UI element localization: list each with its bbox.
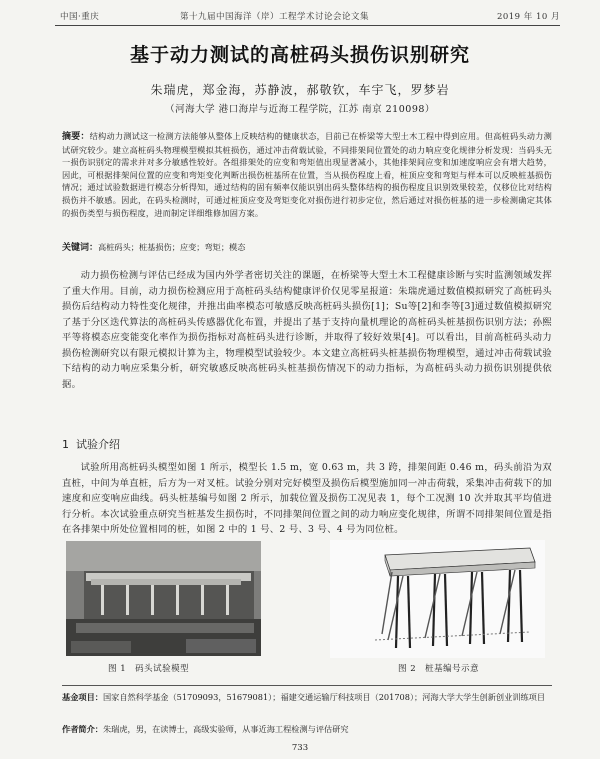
header-proceedings: 第十九届中国海洋（岸）工程学术讨论会论文集 <box>180 12 370 22</box>
funding-note <box>62 691 552 704</box>
section-heading <box>62 436 120 452</box>
pile-numbering-diagram <box>330 540 545 658</box>
author-bio-label: 作者简介： <box>62 724 103 734</box>
funding-label: 基金项目： <box>62 692 103 702</box>
footnote-rule <box>62 685 552 686</box>
figure-2-caption: 图 2 桩基编号示意 <box>398 664 480 674</box>
section-number: 1 <box>62 438 69 451</box>
section-paragraph: 试验所用高桩码头模型如图 1 所示，模型长 1.5 m，宽 0.63 m，共 3 跨，排架间距 0.46 m，码头前沿为双直桩，中间为单直桩，后方为一对叉桩。试验分别对完好模型及损伤后模型施加同一冲击荷载，采集冲击荷载下的加速度和应变响应曲线。码头桩基编号如图 2 所示，加载位置及损伤工况见表 1，每个工况测 10 次并取其平均值进行分析。本次试验重点研究当桩基发生损伤时，不同排架间位置之间的动力响应变化规律，所谓不同排架间位置是指在各排架中所处位置相同的桩，如图 2 中的 1 号、2 号、3 号、4 号为同位桩。 <box>62 462 552 535</box>
intro-paragraph: 动力损伤检测与评估已经成为国内外学者密切关注的课题，在桥梁等大型土木工程健康诊断与实时监测领域发挥了重大作用。目前，动力损伤检测应用于高桩码头结构健康评价仅见零星报道：朱瑞虎通过数值模拟研究了高桩码头损伤后结构动力特性变化规律，并推出曲率模态可敏感反映高桩码头损伤[1]；Su等[2]和李等[3]通过数值模拟研究了基于分区迭代算法的高桩码头传感器优化布置，并提出了基于支持向量机理论的高桩码头桩基损伤识别方法；孙熙平等将模态应变能变化率作为损伤指标对高桩码头进行诊断，并取得了较好效果[4]。可以看出，目前高桩码头动力损伤检测研究以有限元模拟计算为主，物理模型试验较少。本文建立高桩码头桩基损伤物理模型，通过冲击荷载试验下结构的动力响应采集分析，研究敏感反映高桩码头桩基损伤情况下的动力指标，为高桩码头动力损伤识别提供依据。 <box>62 270 552 390</box>
paper-title: 基于动力测试的高桩码头损伤识别研究 <box>129 44 470 66</box>
figure-1-caption: 图 1 码头试验模型 <box>108 664 190 674</box>
header-date: 2019 年 10 月 <box>496 12 560 22</box>
running-header <box>60 10 560 24</box>
affiliation: （河海大学 港口海岸与近海工程学院，江苏 南京 210098） <box>165 104 435 115</box>
abstract-text: 结构动力测试这一检测方法能够从整体上反映结构的健康状态，目前已在桥梁等大型土木工程中得到应用。但高桩码头动力测试研究较少。建立高桩码头物理模型模拟其桩损伤，通过冲击荷载试验，不同排架间位置处的动力响应变化规律分析发现：当码头无一损伤识别定的需求并对多分敏感性较好。各组排架处的应变和弯矩值出现显著减小，其他排架间应变和加速度响应会有增大趋势，因此，可根据排架间位置的应变和弯矩变化判断出损伤桩基所在位置，当从损伤程度上看，桩顶应变和弯矩与样本可以反映桩基损伤情况；通过试验数据进行模态分析得知，通过结构的固有频率仅能识别出码头整体结构的损伤程度且识别效果较差，仅移位比对结构损伤并不敏感。因此，在码头检测时，可通过桩顶应变及弯矩变化对损伤进行初步定位，然后通过对损伤桩基的进一步检测确定其体的损伤类型与损伤程度，进而制定详细维修加固方案。 <box>62 131 552 218</box>
author-bio <box>62 724 552 735</box>
header-rule <box>55 25 560 26</box>
funding-text: 国家自然科学基金（51709093，51679081）；福建交通运输厅科技项目（201708）；河海大学大学生创新创业训练项目 <box>102 692 546 702</box>
section-title: 试验介绍 <box>76 438 120 451</box>
keywords <box>62 240 552 253</box>
wharf-model-photo <box>66 541 261 656</box>
abstract <box>62 130 552 219</box>
author-list: 朱瑞虎，郑金海，苏静波，郝敬钦，车宇飞，罗梦岩 <box>150 83 450 97</box>
header-location: 中国·重庆 <box>60 12 100 22</box>
keywords-text: 高桩码头；桩基损伤；应变；弯矩；模态 <box>98 242 246 252</box>
page-number: 733 <box>291 743 309 753</box>
author-bio-text: 朱瑞虎，男，在读博士，高级实验师，从事近海工程检测与评估研究 <box>102 724 349 734</box>
abstract-label: 摘要： <box>62 132 90 142</box>
keywords-label: 关键词： <box>62 243 99 253</box>
